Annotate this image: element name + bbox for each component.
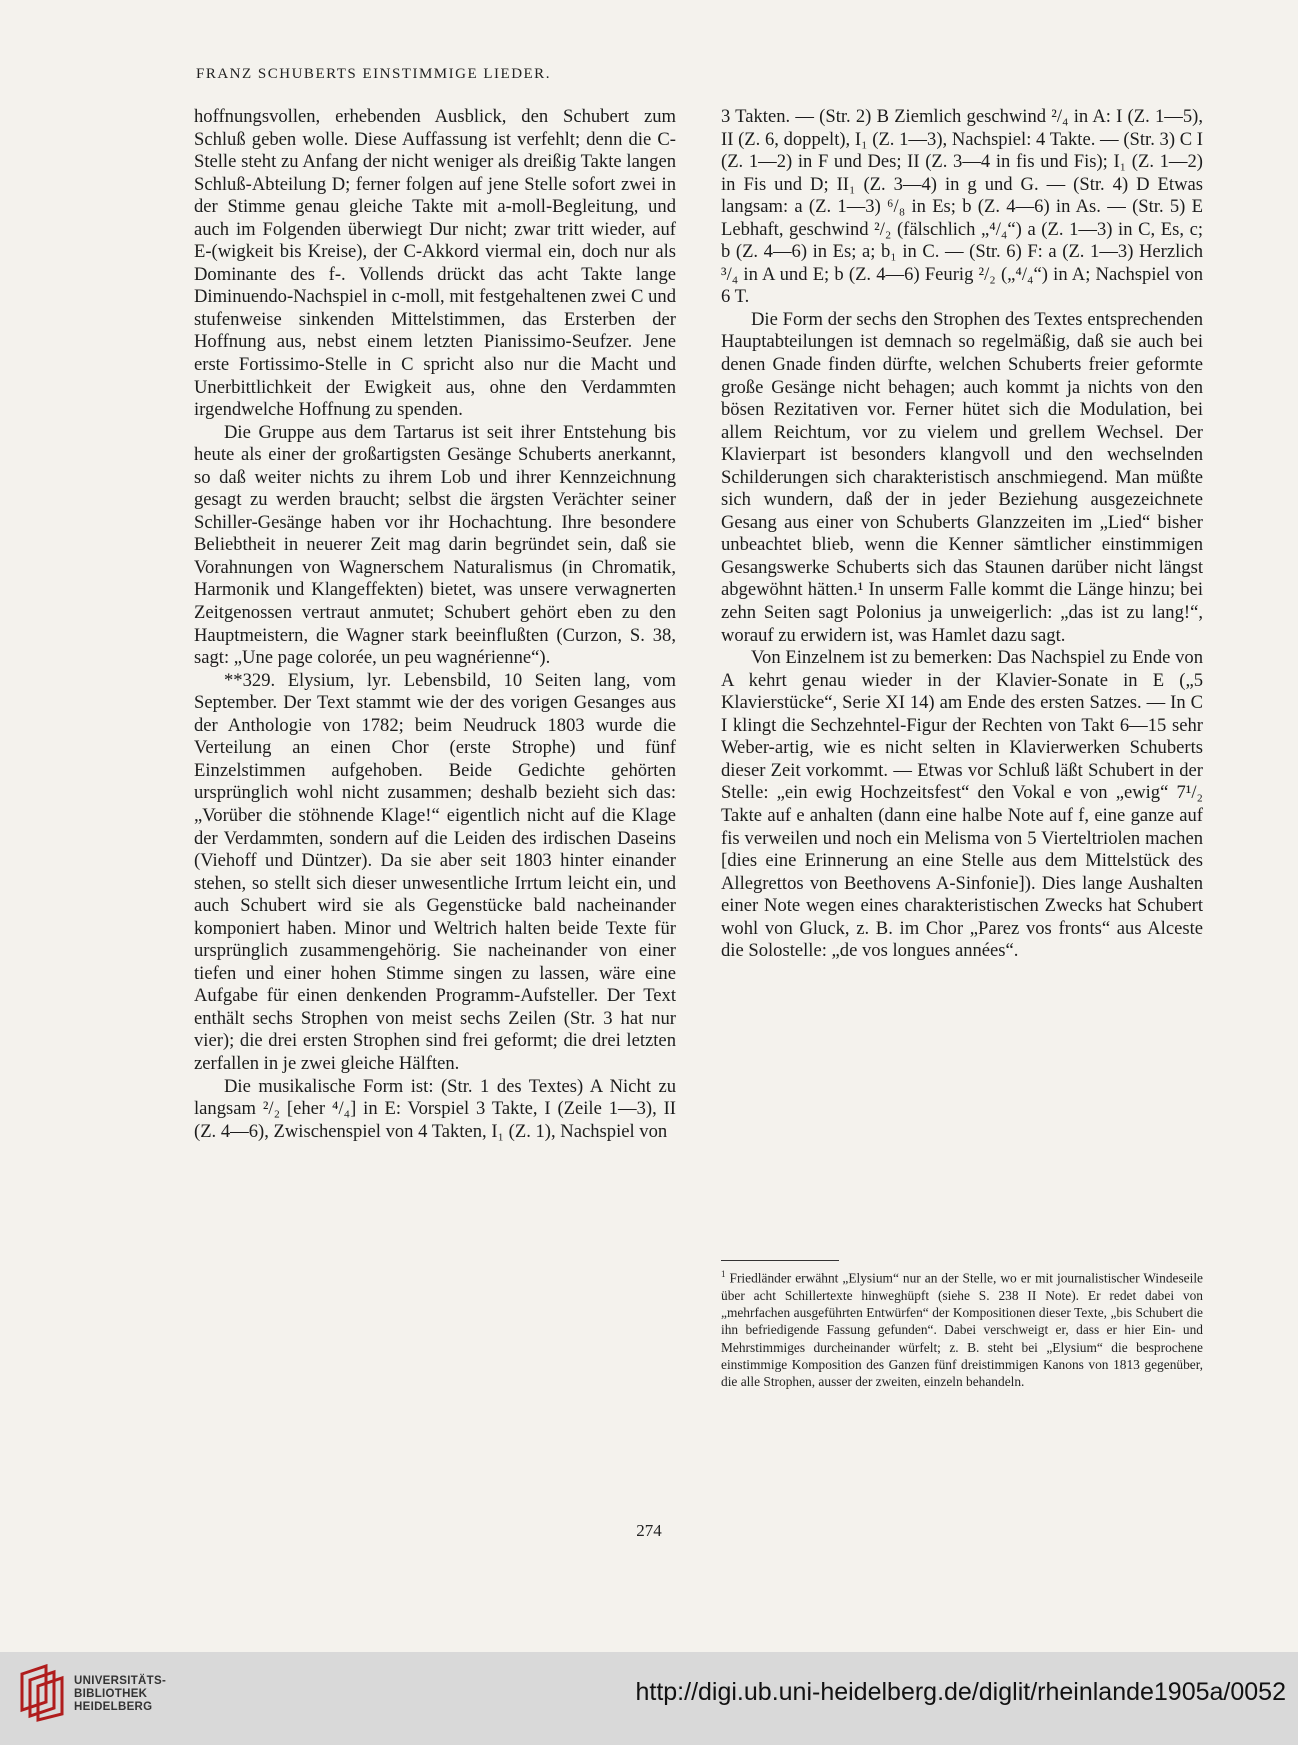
library-name-line: BIBLIOTHEK [74,1688,148,1700]
footnote-divider [721,1260,839,1261]
paragraph: Von Einzelnem ist zu bemerken: Das Nachspiel zu Ende von A kehrt genau wieder in der Klavier-Sonate in E („5 Klavierstücke“, Serie XI 14) am Ende des ersten Satzes. — In C I klingt die Sechzehntel-Figur der Rechten von Takt 6—15 sehr Weber-artig, wie es nicht selten in Klavierwerken Schuberts dieser Zeit vorkommt. — Etwas vor Schluß läßt Schubert in der Stelle: „ein ewig Hochzeitsfest“ den Vokal e von „ewig“ 7¹/₂ Takte auf e anhalten (dann eine halbe Note auf f, eine ganze auf fis verweilen und noch ein Melisma von 5 Vierteltriolen machen [dies eine Erinnerung an eine Stelle aus dem Mittelstück des Allegrettos von Beethovens A-Sinfonie]). Dies lange Aushalten einer Note wegen eines charakteristischen Zwecks hat Schubert wohl von Gluck, z. B. im Chor „Parez vos fronts“ aus Alceste die Solostelle: „de vos longues années“. [721,647,1203,962]
viewer-footer [0,1652,1298,1745]
left-column [194,106,676,1143]
running-head: FRANZ SCHUBERTS EINSTIMMIGE LIEDER. [196,66,551,82]
paragraph: 3 Takten. — (Str. 2) B Ziemlich geschwind ²/₄ in A: I (Z. 1—5), II (Z. 6, doppelt), I₁ (Z. 1—3), Nachspiel: 4 Takte. — (Str. 3) C I (Z. 1—2) in F und Des; II (Z. 3—4 in fis und Fis); I₁ (Z. 1—2) in Fis und D; II₁ (Z. 3—4) in g und G. — (Str. 4) D Etwas langsam: a (Z. 1—3) ⁶/₈ in Es; b (Z. 4—6) in As. — (Str. 5) E Lebhaft, geschwind ²/₂ (fälschlich „⁴/₄“) a (Z. 1—3) in C, Es, c; b (Z. 4—6) in Es; a; b₁ in C. — (Str. 6) F: a (Z. 1—3) Herzlich ³/₄ in A und E; b (Z. 4—6) Feurig ²/₂ („⁴/₄“) in A; Nachspiel von 6 T. [721,106,1203,308]
footnote-text: Friedländer erwähnt „Elysium“ nur an der Stelle, wo er mit journalistischer Windeseile über acht Schillertexte hinweghüpft (siehe S. 238 II Note). Er redet dabei von „mehrfachen ausgeführten Entwürfen“ der Kompositionen dieser Texte, „bis Schubert die ihn befriedigende Fassung gefunden“. Dabei verschweigt er, dass er hier Ein- und Mehrstimmiges durcheinander würfelt; z. B. steht bei „Elysium“ die besprochene einstimmige Komposition des Ganzen fünf dreistimmigen Kanons von 1813 gegenüber, die alle Strophen, ausser der zweiten, einzeln behandeln. [721,1270,1203,1390]
paragraph: Die Gruppe aus dem Tartarus ist seit ihrer Entstehung bis heute als einer der großartigsten Gesänge Schuberts anerkannt, so daß weiter nichts zu ihrem Lob und ihrer Kennzeichnung gesagt zu werden braucht; selbst die ärgsten Verächter seiner Schiller-Gesänge haben vor ihr Hochachtung. Ihre besondere Beliebtheit in neuerer Zeit mag darin begründet sein, daß sie Vorahnungen von Wagnerschem Naturalismus (in Chromatik, Harmonik und Klangeffekten) bietet, was unsere verwagnerten Zeitgenossen vertraut anmutet; Schubert gehört eben zu den Hauptmeistern, die Wagner stark beeinflußten (Curzon, S. 38, sagt: „Une page colorée, un peu wagnérienne“). [194,421,676,669]
paragraph: Die Form der sechs den Strophen des Textes entsprechenden Hauptabteilungen ist demnach so regelmäßig, daß sie auch bei denen Gnade finden dürfte, welchen Schuberts freier geformte große Gesänge nicht behagen; auch kommt ja nichts von den bösen Rezitativen vor. Ferner hütet sich die Modulation, bei allem Reichtum, vor zu vielem und grellem Wechsel. Der Klavierpart ist besonders klangvoll und den wechselnden Schilderungen sich charakteristisch anschmiegend. Man müßte sich wundern, daß der in jeder Beziehung ausgezeichnete Gesang aus einer von Schuberts Glanzzeiten im „Lied“ bisher unbeachtet blieb, wenn die Kenner sämtlicher einstimmigen Gesangswerke Schuberts sich das Staunen darüber nicht längst abgewöhnt hätten.¹ In unserm Falle kommt die Länge hinzu; bei zehn Seiten sagt Polonius ja unweigerlich: „das ist zu lang!“, worauf zu erwidern ist, was Hamlet dazu sagt. [721,308,1203,646]
page-number: 274 [636,1521,662,1540]
library-logo-icon [16,1664,68,1722]
footnote-mark: 1 [721,1269,726,1279]
library-name-line: UNIVERSITÄTS- [74,1675,167,1687]
permalink-url[interactable]: http://digi.ub.uni-heidelberg.de/diglit/rheinlande1905a/0052 [635,1678,1286,1706]
paragraph: **329. Elysium, lyr. Lebensbild, 10 Seiten lang, vom September. Der Text stammt wie der des vorigen Gesanges aus der Anthologie von 1782; beim Neudruck 1803 wurde die Verteilung an einen Chor (erste Strophe) und fünf Einzelstimmen aufgehoben. Beide Gedichte gehörten ursprünglich wohl nicht zusammen; deshalb bezieht sich das: „Vorüber die stöhnende Klage!“ eigentlich nicht auf die Klage der Verdammten, sondern auf die Leiden des irdischen Daseins (Viehoff und Düntzer). Da sie aber seit 1803 hinter einander stehen, so stellt sich dieser unwesentliche Irrtum leicht ein, und auch Schubert wird sie als Gegenstücke bald nacheinander komponiert haben. Minor und Weltrich halten beide Texte für ursprünglich zusammengehörig. Sie nacheinander von einer tiefen und einer hohen Stimme singen zu lassen, wäre eine Aufgabe für einen denkenden Programm-Aufsteller. Der Text enthält sechs Strophen von meist sechs Zeilen (Str. 3 hat nur vier); die drei ersten Strophen sind frei geformt; die drei letzten zerfallen in je zwei gleiche Hälften. [194,669,676,1074]
paragraph: Die musikalische Form ist: (Str. 1 des Textes) A Nicht zu langsam ²/₂ [eher ⁴/₄] in E: Vorspiel 3 Takte, I (Zeile 1—3), II (Z. 4—6), Zwischenspiel von 4 Takten, I₁ (Z. 1), Nachspiel von [194,1075,676,1142]
paragraph: hoffnungsvollen, erhebenden Ausblick, den Schubert zum Schluß geben wolle. Diese Auffassung ist verfehlt; denn die C-Stelle steht zu Anfang der nicht weniger als dreißig Takte langen Schluß-Abteilung D; ferner folgen auf jene Stelle sofort zwei in der Stimme genau gleiche Takte mit a-moll-Begleitung, und auch im Folgenden überwiegt Dur nicht; zwar tritt wieder, auf E-(wigkeit bis Kreise), der C-Akkord viermal ein, doch nur als Dominante des f-. Vollends drückt das acht Takte lange Diminuendo-Nachspiel in c-moll, mit festgehaltenen zwei C und stufenweise sinkenden Mittelstimmen, das Ersterben der Hoffnung aus, nebst einem letzten Pianissimo-Seufzer. Jene erste Fortissimo-Stelle in C spricht also nur die Macht und Unerbittlichkeit der Ewigkeit aus, ohne den Verdammten irgendwelche Hoffnung zu spenden. [194,106,676,421]
library-name [74,1675,166,1714]
footnote [721,1266,1203,1391]
library-name-line: HEIDELBERG [74,1701,153,1713]
right-column [721,106,1203,963]
